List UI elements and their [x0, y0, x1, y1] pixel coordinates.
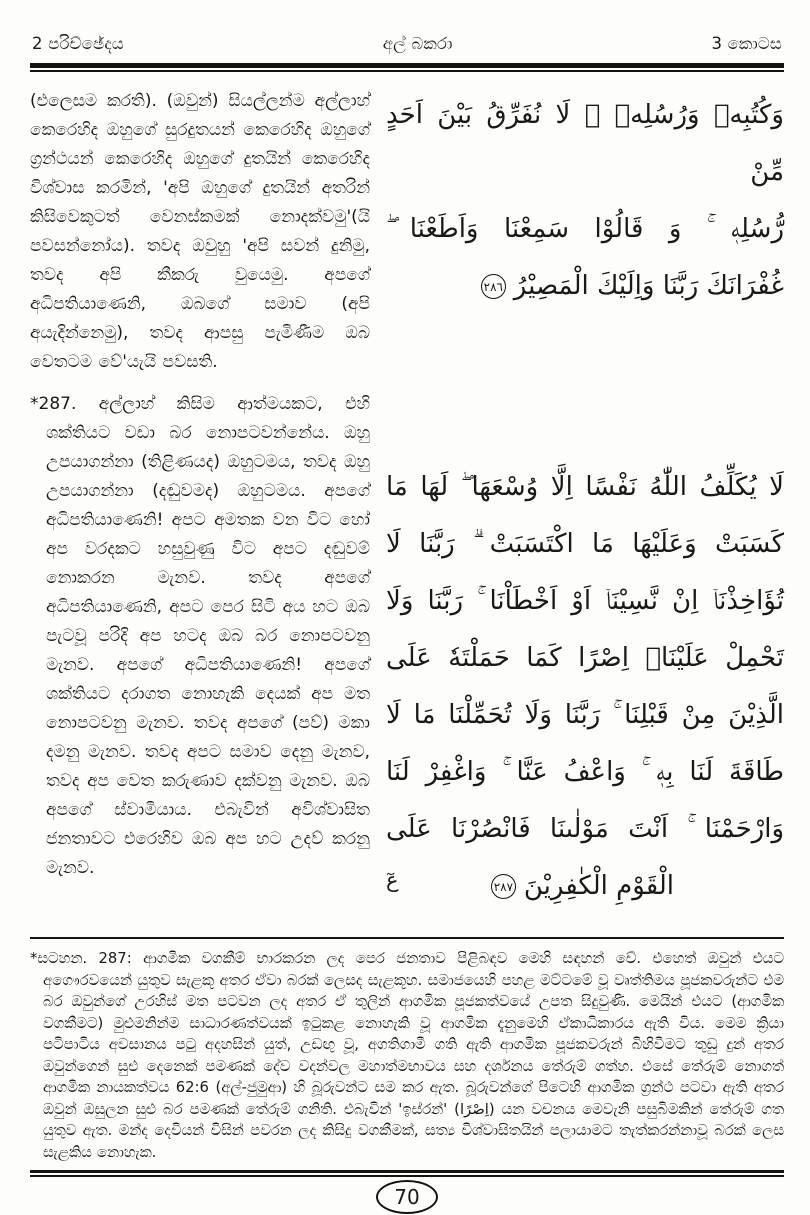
arabic-line: لَا يُكَلِّفُ اللّٰهُ نَفْسًا اِلَّا وُسْعَهَا ۖ لَهَا مَا — [386, 472, 784, 502]
footnote-separator-rule — [30, 937, 784, 939]
arabic-line: رُّسُلِهٖ ۚ وَ قَالُوْا سَمِعْنَا وَاَطَعْنَا ۖ — [386, 214, 784, 244]
arabic-text-column — [384, 87, 784, 923]
footer-double-rule — [30, 1170, 784, 1177]
header-surah-title: අල් බකරා — [382, 34, 453, 53]
arabic-line — [386, 258, 784, 315]
footnote-section — [30, 937, 784, 1163]
verse-number-circle-286: ٢٨٦ — [481, 274, 506, 299]
sinhala-translation-column — [30, 87, 370, 923]
page-number: 70 — [394, 1185, 420, 1209]
header-part-label: 3 කොටස — [711, 34, 782, 53]
verse-number-circle-287: ٢٨٧ — [491, 874, 516, 899]
arabic-line: الَّذِيْنَ مِنْ قَبْلِنَا ۚ رَبَّنَا وَلَا تُحَمِّلْنَا مَا لَا — [386, 700, 784, 730]
page-number-badge — [376, 1180, 438, 1214]
arabic-line-text: غُفْرَانَكَ رَبَّنَا وَاِلَيْكَ الْمَصِيْرُ — [513, 271, 784, 301]
arabic-line-text: الْقَوْمِ الْكٰفِرِيْنَ — [523, 871, 674, 901]
translation-paragraph-286: (එලෙසම කරති). (ඔවුන්) සියල්ලන්ම අල්ලාහ් කෙරෙහිද ඔහුගේ සුරදුතයන් කෙරෙහිද ඔහුගේ ග්‍රන්ථයන් කෙරෙහිද ඔහුගේ දුතයින් කෙරෙහිද විශ්වාස කරමින්, 'අපි ඔහුගේ දුතයින් අතරින් කිසිවෙකුටත් වෙනස්කමක් නොදක්වමු'(යි පවසන්නෝය). තවද ඔවුහු 'අපි සවන් දුනිමු, තවද අපි කීකරු වුයෙමු. අපගේ අධිපතියාණෙනි, ඔබගේ සමාව (අපි අයැදින්නෙමු), තවද ආපසු පැමිණීම ඔබ වෙතටම වේ'යැයි පවසති. — [30, 91, 370, 372]
body-columns — [30, 87, 784, 923]
verse-287-text: අල්ලාහ් කිසිම ආත්මයකට, එහි ශක්තියට වඩා බර නොපටවන්නේය. ඔහු උපයාගන්නා (තිළිණයද) ඔහුටමය, තවද ඔහු උපයාගන්නා (දඬුවමද) ඔහුටමය. අපගේ අධිපතියාණෙනි! අපට අමතක වන විට හෝ අප වරදකට හසුවුණු විට අපට දඬුවම් නොකරන මැනව. තවද අපගේ අධිපතියාණෙනි, අපට පෙර සිටි අය හට ඔබ පැටවූ පරිදි අප හටද ඔබ බර නොපටවනු මැනව. අපගේ අධිපතියාණෙනි! අපගේ ශක්තියට දරාගත නොහැකි දෙයක් අප මත නොපටවනු මැනව. තවද අපගේ (පව්) මකා දමනු මැනව. තවද අපට සමාව දෙනු මැනව, තවද අප වෙත කරුණාව දක්වනු මැනව. ඔබ අපගේ ස්වාමියාය. එබැවින් අවිශ්වාසිත ජනතාවට එරෙහිව ඔබ අප හට උදව් කරනු මැනව. — [46, 394, 370, 878]
arabic-verse-286-block — [386, 87, 784, 315]
verse-287-marker: *287. — [30, 394, 77, 414]
ruku-end-marker-icon: عٓ — [386, 868, 399, 892]
arabic-line: تَحْمِلْ عَلَيْنَاۤ اِصْرًا كَمَا حَمَلْتَهٗ عَلَى — [386, 643, 784, 673]
header-chapter-label: 2 පරිච්ඡේදය — [32, 34, 124, 53]
header-double-rule — [30, 63, 784, 72]
footnote-text: සටහන. 287: ආගමික වගකීම් භාරකරන ලද පෙර ජනතාව පිළිබඳව මෙහි සඳහන් වේ. එහෙත් ඔවුන් එයට අගෞරවයෙන් යුතුව සැළකූ අතර ඒවා බරක් ලෙසද සැළකූහ. සමාජයෙහි පහළ මට්ටමේ වූ වෘත්තිමය පූජකවරුන්ට එම බර ඔවුන්ගේ උරහිස් මත පටවන ලද අතර ඒ තුලින් ආගමික පූජකත්වයේ උපත සිදුවුණි. මෙයින් එයට (ආගමික වගකීමට) මුළුමනින්ම සාධාරණත්වයක් ඉටුකළ නොහැකි වූ ආගමික දැනුමෙහි ඒකාධිකාරය ඇති විය. මෙම ක්‍රියා පටිපාටිය අවසානය පටු අදහසින් යුත්, උඩඟු වූ, අගතිගාමී ගති ඇති ආගමික පූජකවරුන් බිහිවීමට තුඩු දුන් අතර ඔවුන්ගෙන් සුළු දෙනෙක් පමණක් දේව වදන්වල මහාත්මභාවය සහ දර්ශනය තේරුම් ගත්හ. එසේ තේරුම් නොගත් ආගමික නායකත්වය 62:6 (අල්-ජුමුආ) හි බූරුවන්ට සම කර ඇත. බූරුවන්ගේ පිටෙහි ආගමික ග්‍රන්ථ පටවා ඇති අතර ඔවුන් ඔසුලන සුළු බර පමණක් තේරුම් ගනිති. එබැවින් 'ඉස්රන්' (اِصْرًا) යන වචනය මෙවැනි පසුබිමකින් තේරුම් ගත යුතුව ඇත. මන්ද දෙවියන් විසින් පවරන ලද කිසිදු වගකීමක්, සත්‍ය විශ්වාසිතයින් පලායාමට තැත්කරන්නාවූ බරක් ලෙස සැළකිය නොහැක. — [37, 950, 784, 1161]
footnote-asterisk: * — [30, 950, 38, 967]
arabic-line: كَسَبَتْ وَعَلَيْهَا مَا اكْتَسَبَتْ ۗ رَبَّنَا لَا — [386, 529, 784, 559]
page-header — [30, 34, 784, 63]
arabic-line: طَاقَةَ لَنَا بِهٖ ۚ وَاعْفُ عَنَّا ۚ وَاغْفِرْ لَنَا — [386, 757, 784, 787]
arabic-line: وَارْحَمْنَا ۚ اَنْتَ مَوْلٰىنَا فَانْصُرْنَا عَلَى — [386, 814, 784, 844]
translation-paragraph-287 — [30, 390, 370, 883]
arabic-line: وَكُتُبِهٖ وَرُسُلِهٖ ۚ لَا نُفَرِّقُ بَيْنَ اَحَدٍ مِّنْ — [386, 100, 784, 187]
arabic-line-last — [386, 858, 784, 915]
footnote-287 — [30, 948, 784, 1163]
arabic-verse-287-block — [386, 459, 784, 915]
arabic-line: تُؤَاخِذْنَاۤ اِنْ نَّسِيْنَاۤ اَوْ اَخْطَاْنَا ۚ رَبَّنَا وَلَا — [386, 586, 784, 616]
